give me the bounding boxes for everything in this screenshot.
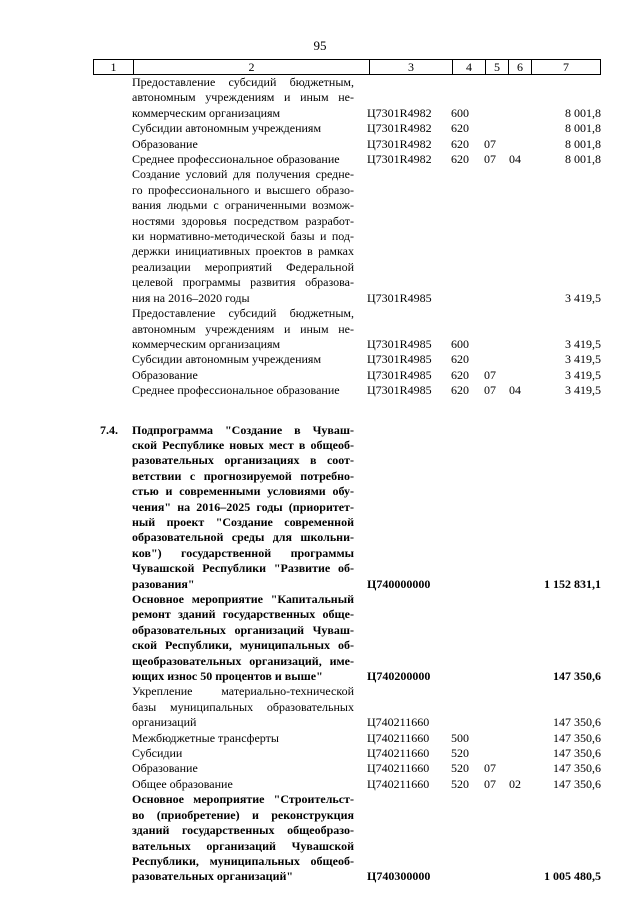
target-article-code: Ц7301R4982 xyxy=(367,105,432,120)
col-header-1: 1 xyxy=(94,60,134,75)
section-code: 07 xyxy=(484,152,496,167)
amount: 3 419,5 xyxy=(565,367,601,382)
description-line: во (приобретение) и реконструкция xyxy=(132,807,354,822)
description-line: стью и современными условиями обу- xyxy=(132,484,354,499)
amount: 147 350,6 xyxy=(553,776,601,791)
description-line: чения" на 2016–2025 годы (приоритет- xyxy=(132,499,354,514)
table-row xyxy=(93,684,601,730)
row-values xyxy=(93,137,601,152)
target-article-code: Ц740211660 xyxy=(367,715,430,730)
description-line: Основное мероприятие "Капитальный xyxy=(132,592,354,606)
table-row xyxy=(93,352,601,367)
col-header-5: 5 xyxy=(486,60,509,75)
row-values xyxy=(93,715,601,730)
amount: 3 419,5 xyxy=(565,383,601,398)
amount: 147 350,6 xyxy=(553,715,601,730)
description-line: ской Республики, муниципальных об- xyxy=(132,638,354,653)
column-header-row xyxy=(94,60,601,75)
description-line: Укрепление материально-технической xyxy=(132,684,354,699)
description-line: разования" xyxy=(132,576,195,591)
row-number: 7.4. xyxy=(100,422,118,437)
description-line: ния на 2016–2020 годы xyxy=(132,290,250,305)
table-row xyxy=(93,167,601,306)
description-line: автономным учреждениям и иным не- xyxy=(132,321,354,336)
row-values xyxy=(93,669,601,684)
table-row xyxy=(93,383,601,398)
target-article-code: Ц740211660 xyxy=(367,730,430,745)
budget-table-body xyxy=(93,75,601,885)
amount: 1 005 480,5 xyxy=(544,869,601,884)
description-line: образовательной среды для школьни- xyxy=(132,530,354,545)
table-row xyxy=(93,731,601,746)
target-article-code: Ц7301R4985 xyxy=(367,336,432,351)
target-article-code: Ц7301R4982 xyxy=(367,121,432,136)
amount: 8 001,8 xyxy=(565,136,601,151)
description-line: разовательных организаций" xyxy=(132,869,294,884)
row-values xyxy=(93,368,601,383)
row-values xyxy=(93,761,601,776)
amount: 3 419,5 xyxy=(565,352,601,367)
description-line: Чувашской Республики "Развитие об- xyxy=(132,561,354,576)
section-code: 07 xyxy=(484,761,496,776)
target-article-code: Ц740211660 xyxy=(367,761,430,776)
table-row xyxy=(93,368,601,383)
amount: 3 419,5 xyxy=(565,290,601,305)
row-values xyxy=(93,352,601,367)
row-description xyxy=(132,167,354,306)
description-line: ки нормативно-методической базы и под- xyxy=(132,229,354,244)
subsection-code: 02 xyxy=(509,776,521,791)
description-line: Образование xyxy=(132,367,198,382)
section-code: 07 xyxy=(484,776,496,791)
subsection-code: 04 xyxy=(509,383,521,398)
expense-type: 620 xyxy=(451,152,469,167)
description-line: ющих износ 50 процентов и выше" xyxy=(132,669,323,684)
col-header-7: 7 xyxy=(532,60,601,75)
description-line: Межбюджетные трансферты xyxy=(132,730,279,745)
description-line: вательных организаций Чувашской xyxy=(132,838,354,853)
target-article-code: Ц740211660 xyxy=(367,746,430,761)
row-values xyxy=(93,383,601,398)
description-line: Создание условий для получения средне- xyxy=(132,167,354,182)
row-values xyxy=(93,577,601,592)
table-row xyxy=(93,792,601,884)
description-line: Основное мероприятие "Строительст- xyxy=(132,792,354,807)
table-row xyxy=(93,75,601,121)
amount: 147 350,6 xyxy=(553,730,601,745)
section-code: 07 xyxy=(484,367,496,382)
row-values xyxy=(93,337,601,352)
description-line: коммерческим организациям xyxy=(132,105,281,120)
expense-type: 500 xyxy=(451,730,469,745)
description-line: Субсидии xyxy=(132,746,183,761)
amount: 147 350,6 xyxy=(553,669,601,684)
row-values xyxy=(93,106,601,121)
description-line: Предоставление субсидий бюджетным, xyxy=(132,306,354,321)
col-header-4: 4 xyxy=(453,60,486,75)
table-row xyxy=(93,746,601,761)
row-description xyxy=(132,423,354,592)
section-code: 07 xyxy=(484,383,496,398)
target-article-code: Ц7301R4985 xyxy=(367,352,432,367)
target-article-code: Ц7301R4982 xyxy=(367,152,432,167)
expense-type: 600 xyxy=(451,105,469,120)
column-header-table xyxy=(93,59,601,75)
target-article-code: Ц740000000 xyxy=(367,576,431,591)
table-row xyxy=(93,592,601,684)
row-values xyxy=(93,121,601,136)
row-values xyxy=(93,291,601,306)
description-line: Республики, муниципальных общеоб- xyxy=(132,853,354,868)
row-values xyxy=(93,869,601,884)
row-values xyxy=(93,152,601,167)
expense-type: 620 xyxy=(451,352,469,367)
amount: 8 001,8 xyxy=(565,121,601,136)
table-row xyxy=(93,423,601,592)
description-line: щеобразовательных организаций, име- xyxy=(132,653,354,668)
description-line: Среднее профессиональное образование xyxy=(132,383,340,398)
description-line: ностями здоровья посредством разработ- xyxy=(132,213,354,228)
description-line: держки инициативных проектов в рамках xyxy=(132,244,354,259)
table-row xyxy=(93,306,601,352)
table-row xyxy=(93,777,601,792)
row-values xyxy=(93,777,601,792)
expense-type: 620 xyxy=(451,136,469,151)
row-values xyxy=(93,731,601,746)
description-line: Среднее профессиональное образование xyxy=(132,152,340,167)
amount: 147 350,6 xyxy=(553,761,601,776)
col-header-2: 2 xyxy=(134,60,370,75)
amount: 1 152 831,1 xyxy=(544,576,601,591)
description-line: Образование xyxy=(132,761,198,776)
description-line: ской Республике новых мест в общеоб- xyxy=(132,437,354,452)
expense-type: 520 xyxy=(451,761,469,776)
description-line: вания людьми с ограниченными возмож- xyxy=(132,198,354,213)
description-line: го профессионального и высшего образо- xyxy=(132,182,354,197)
expense-type: 620 xyxy=(451,367,469,382)
subsection-code: 04 xyxy=(509,152,521,167)
description-line: Образование xyxy=(132,136,198,151)
expense-type: 620 xyxy=(451,383,469,398)
description-line: коммерческим организациям xyxy=(132,336,281,351)
target-article-code: Ц7301R4982 xyxy=(367,136,432,151)
col-header-3: 3 xyxy=(370,60,453,75)
target-article-code: Ц7301R4985 xyxy=(367,290,432,305)
description-line: зданий государственных общеобразо- xyxy=(132,823,354,838)
row-spacer xyxy=(93,399,601,423)
description-line: Общее образование xyxy=(132,776,233,791)
amount: 3 419,5 xyxy=(565,336,601,351)
table-row xyxy=(93,761,601,776)
description-line: образовательных организаций Чуваш- xyxy=(132,622,354,637)
target-article-code: Ц740211660 xyxy=(367,776,430,791)
amount: 8 001,8 xyxy=(565,105,601,120)
row-values xyxy=(93,746,601,761)
description-line: Предоставление субсидий бюджетным, xyxy=(132,75,354,89)
description-line: Субсидии автономным учреждениям xyxy=(132,121,322,136)
table-row xyxy=(93,152,601,167)
description-line: целевой программы развития образова- xyxy=(132,275,354,290)
page-number: 95 xyxy=(313,38,327,53)
description-line: автономным учреждениям и иным не- xyxy=(132,90,354,105)
amount: 147 350,6 xyxy=(553,746,601,761)
expense-type: 600 xyxy=(451,336,469,351)
expense-type: 520 xyxy=(451,776,469,791)
target-article-code: Ц7301R4985 xyxy=(367,367,432,382)
description-line: разовательных организациях в соот- xyxy=(132,453,354,468)
amount: 8 001,8 xyxy=(565,152,601,167)
description-line: ветствии с прогнозируемой потребно- xyxy=(132,468,354,483)
description-line: организаций xyxy=(132,715,197,730)
section-code: 07 xyxy=(484,136,496,151)
col-header-6: 6 xyxy=(509,60,532,75)
description-line: базы муниципальных образовательных xyxy=(132,699,354,714)
description-line: ков") государственной программы xyxy=(132,545,354,560)
description-line: Субсидии автономным учреждениям xyxy=(132,352,322,367)
target-article-code: Ц740300000 xyxy=(367,869,431,884)
table-row xyxy=(93,137,601,152)
expense-type: 620 xyxy=(451,121,469,136)
table-row xyxy=(93,121,601,136)
description-line: реализации мероприятий Федеральной xyxy=(132,259,354,274)
target-article-code: Ц740200000 xyxy=(367,669,431,684)
target-article-code: Ц7301R4985 xyxy=(367,383,432,398)
description-line: ный проект "Создание современной xyxy=(132,514,354,529)
description-line: Подпрограмма "Создание в Чуваш- xyxy=(132,422,354,437)
description-line: ремонт зданий государственных обще- xyxy=(132,607,354,622)
expense-type: 520 xyxy=(451,746,469,761)
